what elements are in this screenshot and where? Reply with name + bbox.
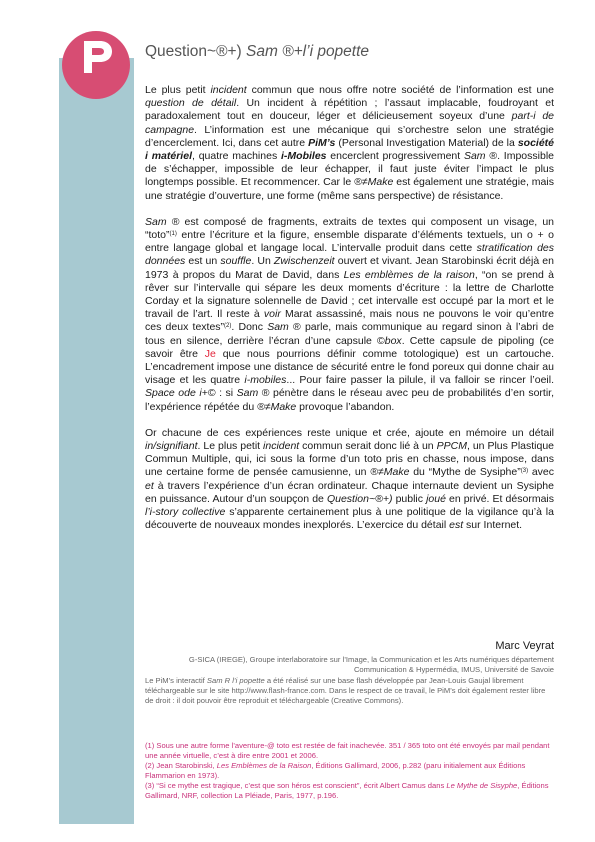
footnotes bbox=[145, 741, 554, 801]
highlight-je: Je bbox=[204, 347, 216, 360]
logo-p-icon bbox=[62, 31, 130, 99]
footnote-1: (1) Sous une autre forme l’aventure-@ toto est restée de fait inachevée. 351 / 365 toto ont été envoyés par mail pendant une année virtuelle, c’est à dire entre 2001 et 2006. bbox=[145, 741, 550, 760]
sidebar-band bbox=[59, 58, 134, 824]
paragraph-2: Sam ® est composé de fragments, extraits de textes qui composent un visage, un “toto”$^{(1)}$ entre l’écriture et la figure, ensemble disparate d’éléments textuels, un o + o entre langage global et langage local. L’intervalle produit dans cette stratification des données est un souffle. Un Zwischenzeit ouvert et vivant. Jean Starobinski écrit déjà en 1973 à propos du Marat de David, dans Les emblèmes de la raison, “on se prend à rêver sur l’intervalle qui sépare les deux moments d’écriture : la lettre de Charlotte Corday et la signature solennelle de David ; cet intervalle est occupé par la mort et le travail de l’art. Il reste à voir Marat assassiné, mais nous ne pouvons le voir qu’entre ces deux textes”$^{(2)}$. Donc Sam ® parle, mais communique au regard sinon à l’abri de tous en silence, derrière l’écran d’une capsule ©box. Cette capsule de pipoling (ce savoir être Je que nous pourrions définir comme totologique) est un cartouche. L’encadrement impose une distance de sécurité entre le fond poreux qui donne chair au visage et les quatre i-mobiles... Pour faire passer la pilule, il va falloir se rincer l’oeil. Space ode i+© : si Sam ® pénètre dans le réseau avec peu de probabilités d’en sortir, l’expérience répétée du ®≠Make provoque l’abandon. bbox=[145, 215, 555, 413]
author-name: Marc Veyrat bbox=[495, 640, 554, 652]
credits-note: Le PiM’s interactif Sam R l’i popette a été réalisé sur une base flash développée par Jean-Louis Gaujal librement téléchargeable sur le site http://www.flash-france.com. Dans le respect de ce travail, le PiM’s doit également rester libre de droit : il doit pouvoir être reproduit et téléchargeable (Creative Commons). bbox=[145, 676, 546, 705]
footnote-3: (3) “Si ce mythe est tragique, c’est que son héros est conscient”, écrit Albert Camus dans Le Mythe de Sisyphe, Éditions Gallimard, NRF, collection La Pléiade, Paris, 1977, p.196. bbox=[145, 781, 549, 800]
paragraph-1: Le plus petit incident commun que nous offre notre société de l’information est une question de détail. Un incident à répétition ; l’assaut implacable, foudroyant et paradoxalement tout en douceur, léger et délicieusement soyeux d’une part-i de campagne. L’information est une mécanique qui s’orchestre selon une stratégie d’encerclement. Ici, dans cet autre PiM’s (Personal Investigation Material) de la société i matériel, quatre machines i-Mobiles encerclent progressivement Sam ®. Impossible de s’échapper, impossible de leur échapper, il faut juste éviter l’impact le plus longtemps possible. Et recommencer. Car le ®≠Make est également une stratégie, mais une stratégie d’ouverture, une forme (même sans perspective) de résistance. bbox=[145, 84, 554, 202]
footnote-2: (2) Jean Starobinski, Les Emblèmes de la Raison, Éditions Gallimard, 2006, p.282 (paru initialement aux Éditions Flammarion en 1973). bbox=[145, 761, 526, 780]
paragraph-3: Or chacune de ces expériences reste unique et crée, ajoute en mémoire un détail in/signifiant. Le plus petit incident commun serait donc lié à un PPCM, un Plus Plastique Commun Multiple, qui, ici sous la forme d’un toto pris en chasse, nous impose, dans une certaine forme de pensée camusienne, un ®≠Make du “Mythe de Sysiphe”$^{(3)}$ avec et à travers l’expérience d’un écran ordinateur. Chaque internaute devient un Sysiphe en puissance. Autour d’un soupçon de Question~®+) public joué en privé. Et désormais l’i-story collective s’apparente certainement plus à une politique de la vigilance qu’à la découverte de nouveaux mondes inexplorés. L’exercice du détail est sur Internet. bbox=[145, 426, 555, 532]
author-affiliation: G-SICA (IREGE), Groupe interlaboratoire sur l’Image, la Communication et les Arts numériques département Communication & Hypermédia, IMUS, Université de Savoie bbox=[188, 655, 554, 674]
article-body bbox=[145, 84, 554, 546]
page-title: Question~®+) Sam ®+l’i popette bbox=[145, 43, 370, 60]
